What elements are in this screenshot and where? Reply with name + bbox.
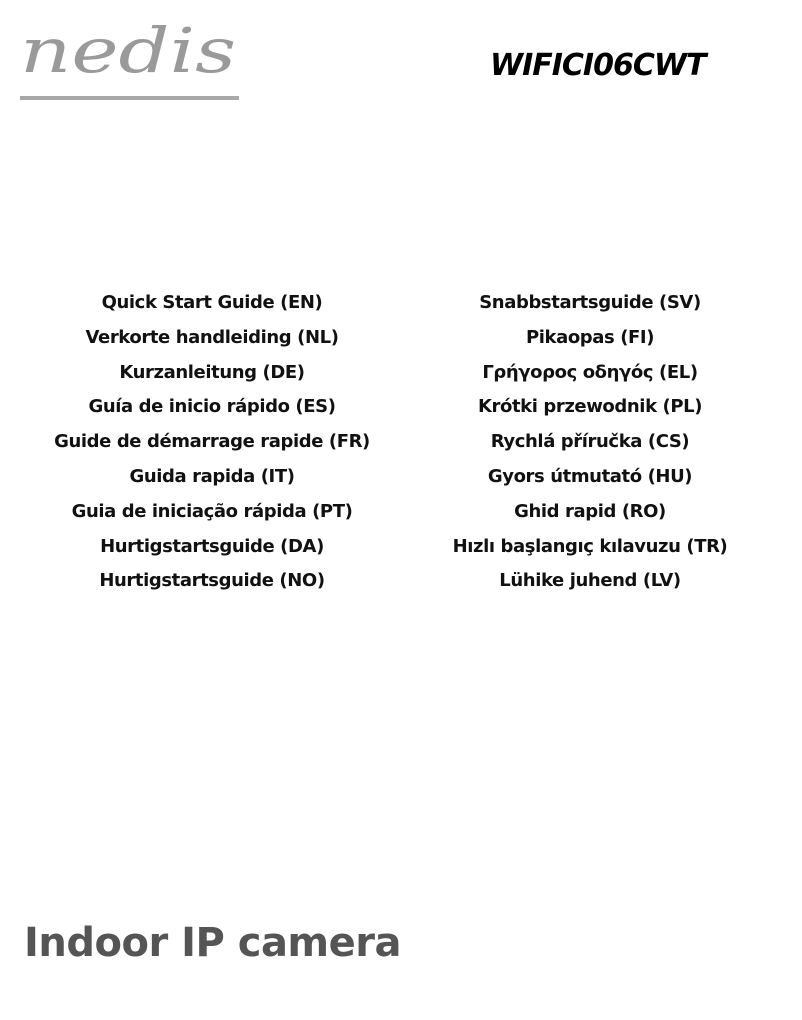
guide-title-pt: Guia de iniciação rápida (PT) [71, 500, 353, 522]
logo-wordmark: nedis [20, 22, 236, 87]
product-title: Indoor IP camera [24, 920, 401, 966]
guide-title-cs: Rychlá příručka (CS) [490, 431, 690, 453]
guide-title-es: Guía de inicio rápido (ES) [88, 396, 336, 418]
nedis-logo-graphic [18, 22, 242, 104]
guides-right-column [390, 288, 790, 601]
guide-title-ro: Ghid rapid (RO) [514, 500, 666, 522]
guide-title-tr: Hızlı başlangıç kılavuzu (TR) [452, 535, 728, 557]
guide-title-de: Kurzanleitung (DE) [119, 361, 305, 383]
guide-title-nl: Verkorte handleiding (NL) [85, 326, 339, 348]
guides-left-column [12, 288, 412, 601]
brand-logo [18, 22, 242, 104]
guide-title-pl: Krótki przewodnik (PL) [477, 396, 703, 418]
guide-title-sv: Snabbstartsguide (SV) [479, 292, 701, 313]
guide-title-hu: Gyors útmutató (HU) [487, 465, 693, 487]
guide-title-el: Γρήγορος οδηγός (EL) [482, 361, 698, 383]
guide-title-it: Guida rapida (IT) [129, 465, 295, 487]
guide-title-da: Hurtigstartsguide (DA) [100, 535, 324, 557]
logo-underline [20, 96, 239, 100]
guide-title-no: Hurtigstartsguide (NO) [99, 570, 325, 592]
model-number: WIFICI06CWT [490, 48, 706, 83]
guide-title-fr: Guide de démarrage rapide (FR) [54, 431, 370, 453]
guide-title-fi: Pikaopas (FI) [525, 326, 655, 348]
guide-title-en: Quick Start Guide (EN) [101, 292, 323, 313]
guide-title-lv: Lühike juhend (LV) [499, 570, 681, 592]
